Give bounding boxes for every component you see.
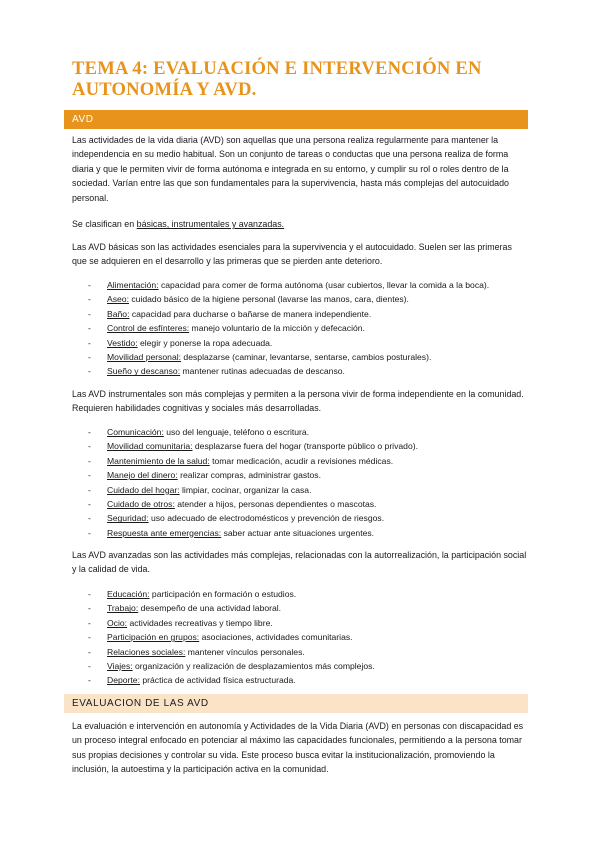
item-description: actividades recreativas y tiempo libre.	[127, 617, 273, 628]
bullet-dash: -	[88, 513, 91, 524]
item-term: Mantenimiento de la salud:	[107, 455, 210, 466]
item-description: atender a hijos, personas dependientes o mascotas.	[174, 499, 377, 510]
list-item	[88, 439, 528, 453]
list-item	[88, 307, 528, 321]
list-item	[88, 350, 528, 364]
item-description: organización y realización de desplazamientos más complejos.	[132, 661, 375, 672]
item-term: Trabajo:	[107, 603, 139, 614]
list-item	[88, 587, 528, 601]
list-item	[88, 645, 528, 659]
item-term: Respuesta ante emergencias:	[107, 527, 222, 538]
list-item	[88, 630, 528, 644]
list-item	[88, 468, 528, 482]
bullet-dash: -	[88, 646, 91, 657]
bullet-dash: -	[88, 470, 91, 481]
item-term: Ocio:	[107, 617, 128, 628]
advanced-avd-list	[88, 587, 528, 688]
classification-prefix: Se clasifican en	[72, 219, 137, 229]
item-term: Deporte:	[107, 675, 140, 686]
bullet-dash: -	[88, 352, 91, 363]
classification-paragraph	[72, 217, 528, 231]
item-description: asociaciones, actividades comunitarias.	[199, 632, 353, 643]
bullet-dash: -	[88, 661, 91, 672]
item-term: Relaciones sociales:	[107, 646, 186, 657]
instrumental-avd-list	[88, 425, 528, 540]
item-description: mantener vínculos personales.	[185, 646, 305, 657]
item-term: Cuidado del hogar:	[107, 484, 180, 495]
item-description: desplazarse fuera del hogar (transporte público o privado).	[192, 441, 418, 452]
bullet-dash: -	[88, 308, 91, 319]
item-term: Viajes:	[107, 661, 133, 672]
item-term: Educación:	[107, 589, 150, 599]
list-item	[88, 321, 528, 335]
item-description: uso del lenguaje, teléfono o escritura.	[163, 427, 310, 437]
instrumental-avd-paragraph: Las AVD instrumentales son más complejas y permiten a la persona vivir de forma independiente en la comunidad. Requieren habilidades cognitivas y sociales más desarrolladas.	[72, 389, 524, 414]
item-description: uso adecuado de electrodomésticos y prevención de riesgos.	[148, 513, 385, 524]
list-item	[88, 526, 528, 540]
item-description: capacidad para ducharse o bañarse de manera independiente.	[129, 308, 372, 319]
bullet-dash: -	[88, 337, 91, 348]
item-term: Sueño y descanso:	[107, 366, 181, 377]
section-heading-evaluacion: EVALUACION DE LAS AVD	[64, 694, 528, 713]
item-term: Aseo:	[107, 294, 129, 305]
page-title: TEMA 4: EVALUACIÓN E INTERVENCIÓN EN AUTONOMÍA Y AVD.	[72, 58, 482, 100]
bullet-dash: -	[88, 441, 91, 452]
bullet-dash: -	[88, 675, 91, 686]
basic-avd-list	[88, 278, 528, 379]
bullet-dash: -	[88, 294, 91, 305]
item-term: Participación en grupos:	[107, 632, 200, 643]
item-term: Seguridad:	[107, 513, 149, 524]
item-description: capacidad para comer de forma autónoma (usar cubiertos, llevar la comida a la boca).	[158, 280, 490, 290]
item-description: práctica de actividad física estructurada.	[139, 675, 296, 686]
list-item	[88, 511, 528, 525]
list-item	[88, 292, 528, 306]
bullet-dash: -	[88, 323, 91, 334]
item-term: Vestido:	[107, 337, 138, 348]
list-item	[88, 616, 528, 630]
item-description: elegir y ponerse la ropa adecuada.	[137, 337, 273, 348]
item-description: saber actuar ante situaciones urgentes.	[221, 527, 375, 538]
bullet-dash: -	[88, 366, 91, 377]
item-description: participación en formación o estudios.	[149, 589, 297, 599]
list-item	[88, 454, 528, 468]
bullet-dash: -	[88, 484, 91, 495]
bullet-dash: -	[88, 455, 91, 466]
item-term: Movilidad personal:	[107, 352, 182, 363]
evaluation-paragraph: La evaluación e intervención en autonomía y Actividades de la Vida Diaria (AVD) en personas con discapacidad es un proceso integral enfocado en potenciar al máximo las capacidades funcionales, permitiendo a la persona tomar sus propias decisiones y controlar su vida. Este proceso busca evitar la institucionalización, promoviendo la inclusión, la autoestima y la participación activa en la comunidad.	[72, 721, 524, 775]
item-description: desplazarse (caminar, levantarse, sentarse, cambios posturales).	[181, 352, 432, 363]
list-item	[88, 336, 528, 350]
bullet-dash: -	[88, 527, 91, 538]
basic-avd-paragraph: Las AVD básicas son las actividades esenciales para la supervivencia y el autocuidado. Suelen ser las primeras que se adquieren en el desarrollo y las primeras que se pierden ante deterioro.	[72, 242, 512, 267]
bullet-dash: -	[88, 280, 91, 290]
item-description: tomar medicación, acudir a revisiones médicas.	[209, 455, 394, 466]
bullet-dash: -	[88, 632, 91, 643]
list-item	[88, 425, 528, 439]
item-term: Manejo del dinero:	[107, 470, 178, 481]
item-term: Control de esfínteres:	[107, 323, 190, 334]
list-item	[88, 601, 528, 615]
item-description: cuidado básico de la higiene personal (lavarse las manos, cara, dientes).	[128, 294, 409, 305]
bullet-dash: -	[88, 617, 91, 628]
item-description: mantener rutinas adecuadas de descanso.	[180, 366, 345, 377]
list-item	[88, 364, 528, 378]
list-item	[88, 278, 528, 292]
section-heading-avd: AVD	[64, 110, 528, 129]
item-term: Baño:	[107, 308, 130, 319]
item-term: Comunicación:	[107, 427, 164, 437]
bullet-dash: -	[88, 589, 91, 599]
bullet-dash: -	[88, 499, 91, 510]
list-item	[88, 497, 528, 511]
list-item	[88, 483, 528, 497]
advanced-avd-paragraph: Las AVD avanzadas son las actividades más complejas, relacionadas con la autorrealización, la participación social y la calidad de vida.	[72, 550, 527, 575]
item-description: desempeño de una actividad laboral.	[138, 603, 282, 614]
classification-types: básicas, instrumentales y avanzadas.	[136, 219, 285, 229]
item-term: Cuidado de otros:	[107, 499, 175, 510]
item-term: Alimentación:	[107, 280, 159, 290]
list-item	[88, 673, 528, 687]
item-description: realizar compras, administrar gastos.	[177, 470, 321, 481]
item-term: Movilidad comunitaria:	[107, 441, 193, 452]
intro-paragraph: Las actividades de la vida diaria (AVD) son aquellas que una persona realiza regularmente para mantener la independencia en su medio habitual. Son un conjunto de tareas o conductas que una persona realiza de forma diaria y que le permiten vivir de forma autónoma e integrada en su entorno, y cumplir su rol o roles dentro de la sociedad. Varían entre las que son fundamentales para la supervivencia, hasta más complejas del autocuidado personal.	[72, 135, 509, 203]
list-item	[88, 659, 528, 673]
item-description: limpiar, cocinar, organizar la casa.	[179, 484, 312, 495]
bullet-dash: -	[88, 427, 91, 437]
bullet-dash: -	[88, 603, 91, 614]
item-description: manejo voluntario de la micción y defecación.	[189, 323, 365, 334]
